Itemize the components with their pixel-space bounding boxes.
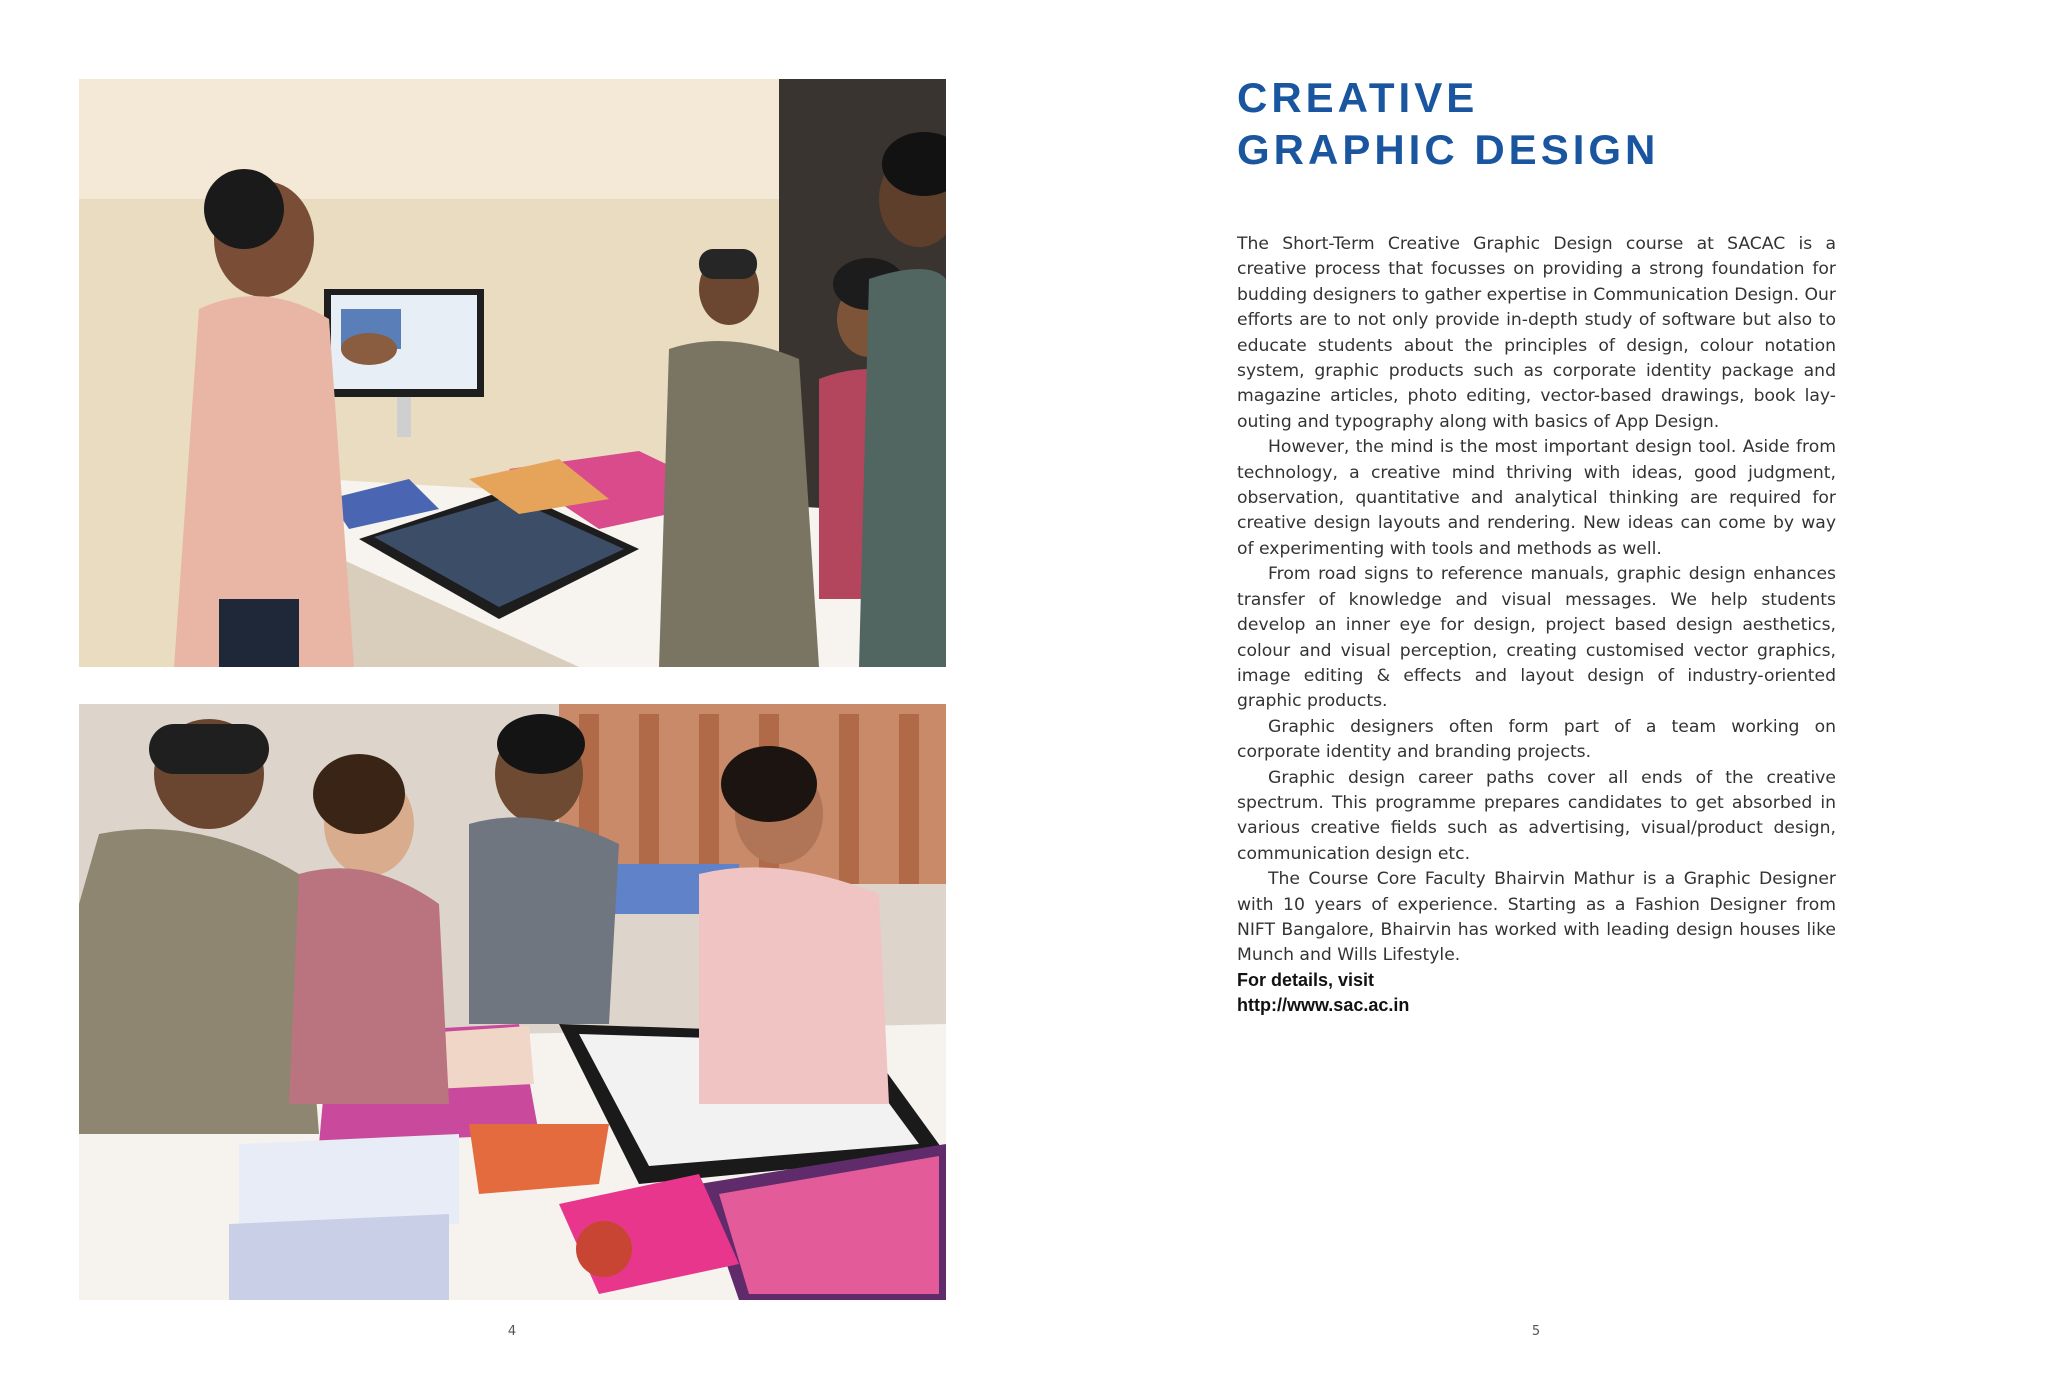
website-link[interactable]: http://www.sac.ac.in <box>1237 995 1410 1016</box>
paragraph: The Short-Term Creative Graphic Design course at SACAC is a creative process that focusses on providing a strong foundation for budding designers to gather expertise in Communication Design. Our efforts are to not only provide in-depth study of software but also to educate students about the principles of design, colour notation system, graphic products such as corporate identity package and magazine articles, photo editing, vector-based drawings, book lay-outing and typography along with basics of App Design. <box>1237 234 1836 432</box>
title-line: GRAPHIC DESIGN <box>1237 126 1660 173</box>
paragraph: From road signs to reference manuals, graphic design enhances transfer of knowledge and visual messages. We help students develop an inner eye for design, project based design aesthetics, colour and visual perception, creating customised vector graphics, image editing & effects and layout design of industry-oriented graphic products. <box>1237 564 1836 712</box>
title-line: CREATIVE <box>1237 74 1479 121</box>
page-number: 4 <box>507 1324 517 1339</box>
page-number: 5 <box>1531 1324 1541 1339</box>
details-label: For details, visit <box>1237 970 1375 990</box>
paragraph: Graphic design career paths cover all ends of the creative spectrum. This programme prepares candidates to get absorbed in various creative fields such as advertising, visual/product design, communication design etc. <box>1237 767 1836 864</box>
paragraph: However, the mind is the most important design tool. Aside from technology, a creative mind thriving with ideas, good judgment, observation, quantitative and analytical thinking are required for creative design layouts and rendering. New ideas can come by way of experimenting with tools and methods as well. <box>1237 437 1836 559</box>
photo-instructor-presenting <box>79 79 946 667</box>
paragraph: Graphic designers often form part of a team working on corporate identity and branding projects. <box>1237 716 1836 763</box>
page-title <box>1237 72 1659 176</box>
photo-students-reviewing-work <box>79 704 946 1300</box>
contact-details <box>1237 968 1409 1019</box>
course-description <box>1237 232 1836 969</box>
paragraph: The Course Core Faculty Bhairvin Mathur is a Graphic Designer with 10 years of experience. Starting as a Fashion Designer from NIFT Bangalore, Bhairvin has worked with leading design houses like Munch and Wills Lifestyle. <box>1237 869 1836 966</box>
